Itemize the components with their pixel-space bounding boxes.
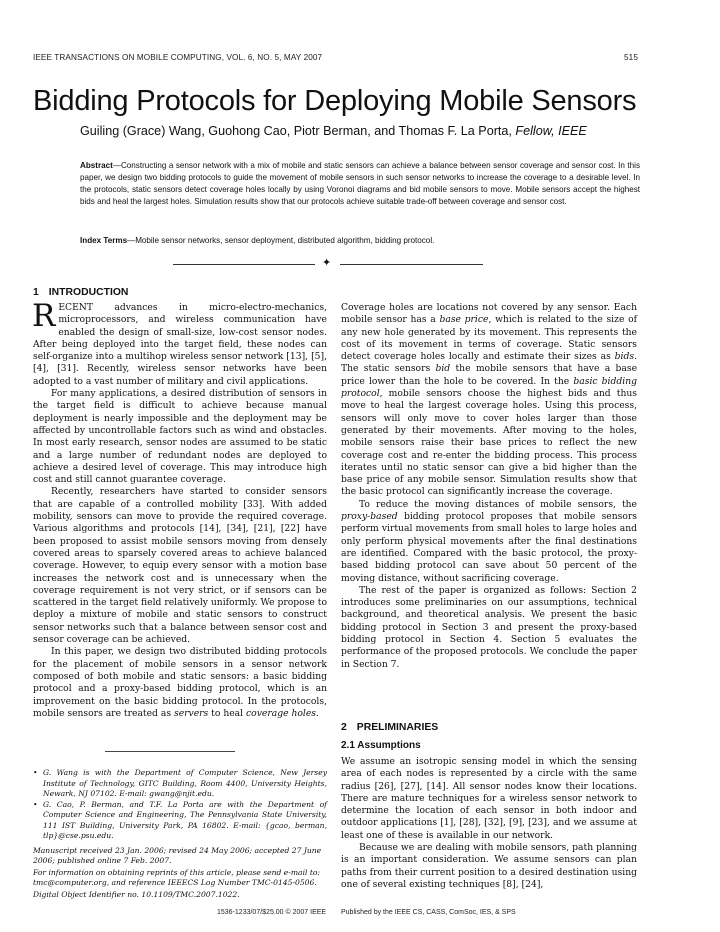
section-title-first: I	[48, 287, 52, 298]
divider-rule-left	[173, 264, 315, 265]
lead-word: ECENT	[58, 302, 93, 313]
manuscript-dates: Manuscript received 23 Jan. 2006; revised 24 May 2006; accepted 27 June 2006; published online 7 Feb. 2007.	[33, 845, 322, 865]
index-terms	[80, 235, 640, 247]
reprints-note: For information on obtaining reprints of this article, please send e-mail to: tmc@computer.org, and reference IEEECS Log Number TMC-0145-0506.	[33, 867, 321, 887]
divider-diamond-icon: ✦	[322, 256, 332, 269]
section-title-first: P	[356, 722, 364, 733]
author-names: Guiling (Grace) Wang, Guohong Cao, Piotr Berman, and Thomas F. La Porta,	[80, 124, 516, 138]
page-number: 515	[624, 53, 638, 62]
section-divider	[173, 256, 483, 271]
paragraph: RECENT advances in micro-electro-mechanics, microprocessors, and wireless communication have enabled the design of small-size, low-cost sensor nodes. After being deployed into the target field, these nodes can self-organize into a multihop wireless sensor network [13], [5], [4], [31]. Recently, wireless sensor networks have been adopted to a vast number of military and civil applications.	[32, 298, 327, 387]
subsection-heading-assumptions: 2.1 Assumptions	[341, 740, 421, 751]
abstract	[80, 160, 640, 209]
copyright-footer: 1536-1233/07/$25.00 © 2007 IEEE	[217, 909, 327, 916]
drop-cap: R	[32, 298, 56, 334]
section-title-rest: NTRODUCTION	[51, 287, 129, 298]
index-terms-text: —Mobile sensor networks, sensor deployment, distributed algorithm, bidding protocol.	[127, 236, 435, 245]
paragraph: In this paper, we design two distributed bidding protocols for the placement of mobile sensors in a sensor network composed of both mobile and static sensors: a basic bidding protocol and a proxy-based bidding protocol, which is an improvement on the basic bidding protocol. In the protocols, mobile sensors are treated as servers to heal coverage holes.	[33, 646, 327, 719]
section-number: 1	[33, 287, 39, 298]
abstract-label: Abstract	[80, 161, 113, 170]
footnotes	[33, 768, 327, 900]
paragraph: The rest of the paper is organized as follows: Section 2 introduces some preliminaries on our assumptions, technical background, and theoretical analysis. We present the basic bidding protocol in Section 3 and present the proxy-based bidding protocol in Section 4. Section 5 evaluates the performance of the proposed protocols. We conclude the paper in Section 7.	[341, 584, 637, 670]
abstract-text: —Constructing a sensor network with a mix of mobile and static sensors can achieve a balance between sensor coverage and sensor cost. In this paper, we design two bidding protocols to guide the movement of mobile sensors in such sensor networks to increase the coverage to a desirable level. In the protocols, static sensors detect coverage holes locally by using Voronoi diagrams and bid mobile sensors to move. Mobile sensors accept the highest bids and heal the largest holes. Simulation results show that our protocols achieve suitable trade-off between coverage and sensor cost.	[80, 161, 640, 207]
divider-rule-right	[340, 264, 483, 265]
paragraph: Recently, researchers have started to consider sensors that are capable of a controlled mobility [33]. With added mobility, sensors can move to provide the required coverage. Various algorithms and protocols [14], [34], [21], [22] have been proposed to assist mobile sensors moving from densely covered areas to sparsely covered areas to achieve balanced coverage. However, to equip every sensor with a motion base increases the network cost and is unnecessary when the coverage requirement is not very strict, or if sensors can be scattered in the target field relatively uniformly. We propose to deploy a mixture of mobile and static sensors to construct sensor networks such that a balance between sensor cost and sensor coverage can be achieved.	[33, 486, 328, 646]
paragraph: To reduce the moving distances of mobile sensors, the proxy-based bidding protocol proposes that mobile sensors perform virtual movements from small holes to large holes and only perform physical movements after the final destinations are identified. Compared with the basic protocol, the proxy-based bidding protocol can save about 50 percent of the moving distance, without sacrificing coverage.	[341, 498, 637, 584]
publisher-footer: Published by the IEEE CS, CASS, ComSoc, IES, & SPS	[341, 909, 516, 916]
doi-note: Digital Object Identifier no. 10.1109/TMC.2007.1022.	[33, 889, 240, 899]
author-honor: Fellow, IEEE	[515, 124, 587, 138]
paragraph: For many applications, a desired distribution of sensors in the target field is difficult to achieve because manual deployment is nearly impossible and the deployment may be affected by uncontrollable factors such as wind and obstacles. In most early research, sensor nodes are assumed to be static and a large number of redundant nodes are deployed to achieve a desired level of coverage. This may introduce high cost and still cannot guarantee coverage.	[33, 388, 327, 486]
left-column	[32, 298, 328, 720]
affiliation-list	[33, 768, 327, 842]
paper-title: Bidding Protocols for Deploying Mobile Sensors	[33, 85, 637, 117]
journal-header: IEEE TRANSACTIONS ON MOBILE COMPUTING, VOL. 6, NO. 5, MAY 2007	[33, 53, 323, 62]
paragraph: Coverage holes are locations not covered by any sensor. Each mobile sensor has a base price, which is related to the size of any new hole generated by its movement. This represents the cost of its movement in terms of coverage. Static sensors detect coverage holes locally and estimate their sizes as bids. The static sensors bid the mobile sensors that have a base price lower than the hole to be covered. In the basic bidding protocol, mobile sensors choose the highest bids and thus move to heal the largest coverage holes. Using this process, sensors will only move to cover holes larger than those generated by their movements. After moving to the holes, mobile sensors raise their base prices to reflect the new coverage cost and re-enter the bidding process. This process iterates until no static sensor can give a bid higher than the base price of any mobile sensor. Simulation results show that the basic protocol can significantly increase the coverage.	[341, 302, 638, 498]
section-number: 2	[341, 722, 347, 733]
paragraph: We assume an isotropic sensing model in which the sensing area of each nodes is represented by a circle with the same radius [26], [27], [14]. All sensor nodes know their locations. There are mature techniques for a wireless sensor network to determine the location of each sensor in both indoor and outdoor applications [1], [28], [32], [9], [23], and we assume at least one of these is available in our network.	[341, 756, 637, 841]
paragraph: Because we are dealing with mobile sensors, path planning is an important consideration. We assume sensors can plan paths from their current position to a desired destination using one of several existing techniques [8], [24],	[341, 842, 637, 890]
right-column	[341, 302, 637, 671]
author-list	[80, 124, 587, 138]
footnote-rule	[105, 751, 235, 752]
section-title-rest: RELIMINARIES	[363, 722, 439, 733]
section-heading-preliminaries	[341, 722, 438, 733]
right-column-continued	[341, 756, 637, 891]
affiliation-note: • G. Cao, P. Berman, and T.F. La Porta are with the Department of Computer Science and Engineering, The Pennsylvania State University, 111 IST Building, University Park, PA 16802. E-mail: {gcao, berman, tlp}@cse.psu.edu.	[33, 799, 327, 840]
section-heading-introduction	[33, 287, 128, 298]
affiliation-note: • G. Wang is with the Department of Computer Science, New Jersey Institute of Technology, GITC Building, Room 4400, University Heights, Newark, NJ 07102. E-mail: gwang@njit.edu.	[33, 768, 327, 798]
index-terms-label: Index Terms	[80, 236, 128, 245]
